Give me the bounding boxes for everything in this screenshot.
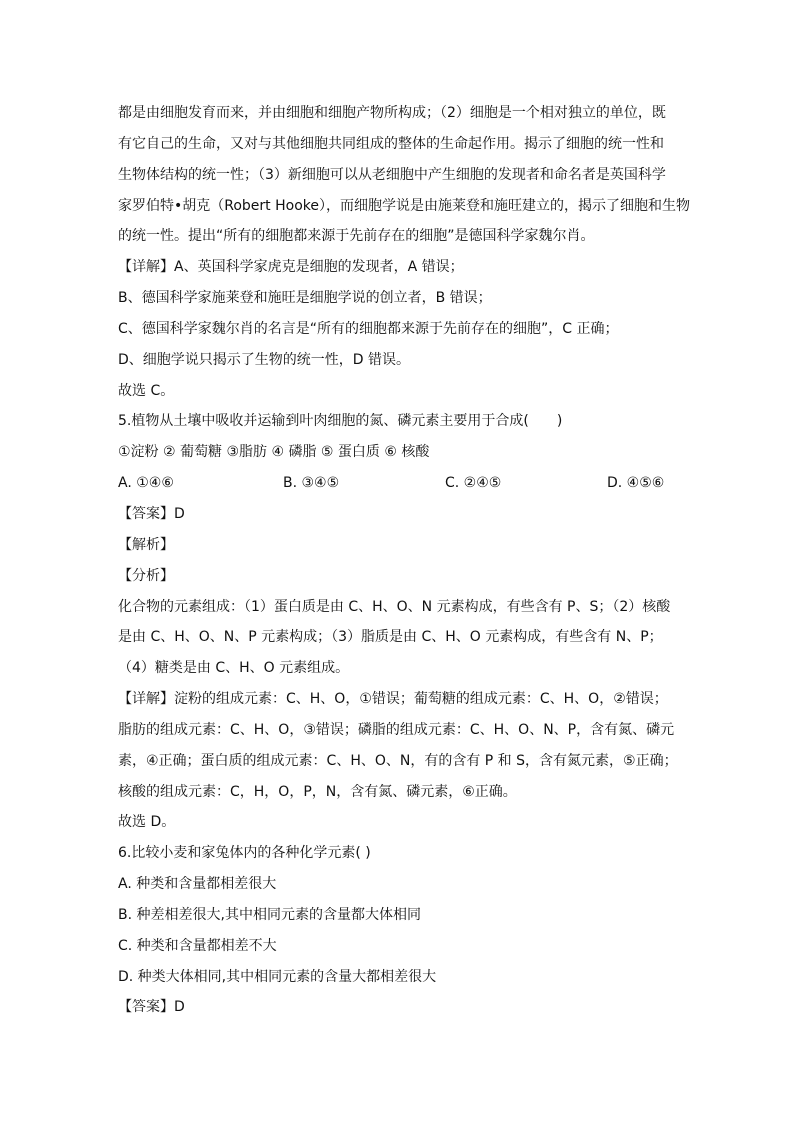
text-line: 是由 C、H、O、N、P 元素构成；（3）脂质是由 C、H、O 元素构成，有些含有 N、P； — [118, 629, 663, 646]
option-d: D. ④⑤⑥ — [607, 475, 665, 492]
text-line: 的统一性。提出“所有的细胞都来源于先前存在的细胞”是德国科学家魏尔肖。 — [118, 228, 595, 245]
text-line: 脂肪的组成元素：C、H、O，③错误；磷脂的组成元素：C、H、O、N、P，含有氮、磷元 — [118, 721, 675, 738]
text-line: 生物体结构的统一性；（3）新细胞可以从老细胞中产生细胞的发现者和命名者是英国科学 — [118, 166, 666, 183]
conclusion-line: 故选 C。 — [118, 382, 175, 399]
answer-line: 【答案】D — [118, 505, 185, 522]
text-line: D、细胞学说只揭示了生物的统一性，D 错误。 — [118, 351, 411, 368]
answer-line: 【答案】D — [118, 999, 185, 1016]
text-line: B、德国科学家施莱登和施旺是细胞学说的创立者，B 错误； — [118, 290, 492, 307]
question-5-stem: 5.植物从土壤中吸收并运输到叶肉细胞的氮、磷元素主要用于合成( ) — [118, 413, 563, 430]
detail-line: 【详解】淀粉的组成元素：C、H、O，①错误；葡萄糖的组成元素：C、H、O，②错误； — [118, 691, 668, 708]
text-line: 都是由细胞发育而来，并由细胞和细胞产物所构成；（2）细胞是一个相对独立的单位，既 — [118, 105, 666, 121]
question-5-items: ①淀粉 ② 葡萄糖 ③脂肪 ④ 磷脂 ⑤ 蛋白质 ⑥ 核酸 — [118, 444, 430, 461]
option-c: C. ②④⑤ — [445, 475, 502, 492]
conclusion-line: 故选 D。 — [118, 814, 176, 831]
analysis-heading: 【解析】 — [118, 536, 174, 553]
option-b: B. 种差相差很大,其中相同元素的含量都大体相同 — [118, 906, 421, 923]
option-c: C. 种类和含量都相差不大 — [118, 937, 277, 954]
text-line: 核酸的组成元素：C，H，O，P，N，含有氮、磷元素，⑥正确。 — [118, 783, 517, 800]
text-line: 化合物的元素组成：（1）蛋白质是由 C、H、O、N 元素构成，有些含有 P、S；（2）核酸 — [118, 598, 671, 615]
option-d: D. 种类大体相同,其中相同元素的含量大都相差很大 — [118, 968, 437, 985]
question-5-options — [118, 468, 678, 499]
option-a: A. ①④⑥ — [118, 475, 174, 492]
analysis-subheading: 【分析】 — [118, 567, 174, 584]
text-line: 素，④正确；蛋白质的组成元素：C、H、O、N，有的含有 P 和 S，含有氮元素，⑤正确； — [118, 752, 678, 769]
text-line: C、德国科学家魏尔肖的名言是“所有的细胞都来源于先前存在的细胞”，C 正确； — [118, 320, 619, 337]
text-line: 有它自己的生命，又对与其他细胞共同组成的整体的生命起作用。揭示了细胞的统一性和 — [118, 135, 664, 152]
option-b: B. ③④⑤ — [283, 475, 340, 492]
option-a: A. 种类和含量都相差很大 — [118, 876, 277, 893]
document-page — [118, 98, 690, 1023]
text-line: （4）糖类是由 C、H、O 元素组成。 — [118, 660, 350, 677]
detail-line: 【详解】A、英国科学家虎克是细胞的发现者，A 错误； — [118, 259, 464, 276]
question-6-stem: 6.比较小麦和家兔体内的各种化学元素( ) — [118, 845, 371, 862]
text-line: 家罗伯特•胡克（Robert Hooke），而细胞学说是由施莱登和施旺建立的，揭示了细胞和生物 — [118, 197, 690, 214]
